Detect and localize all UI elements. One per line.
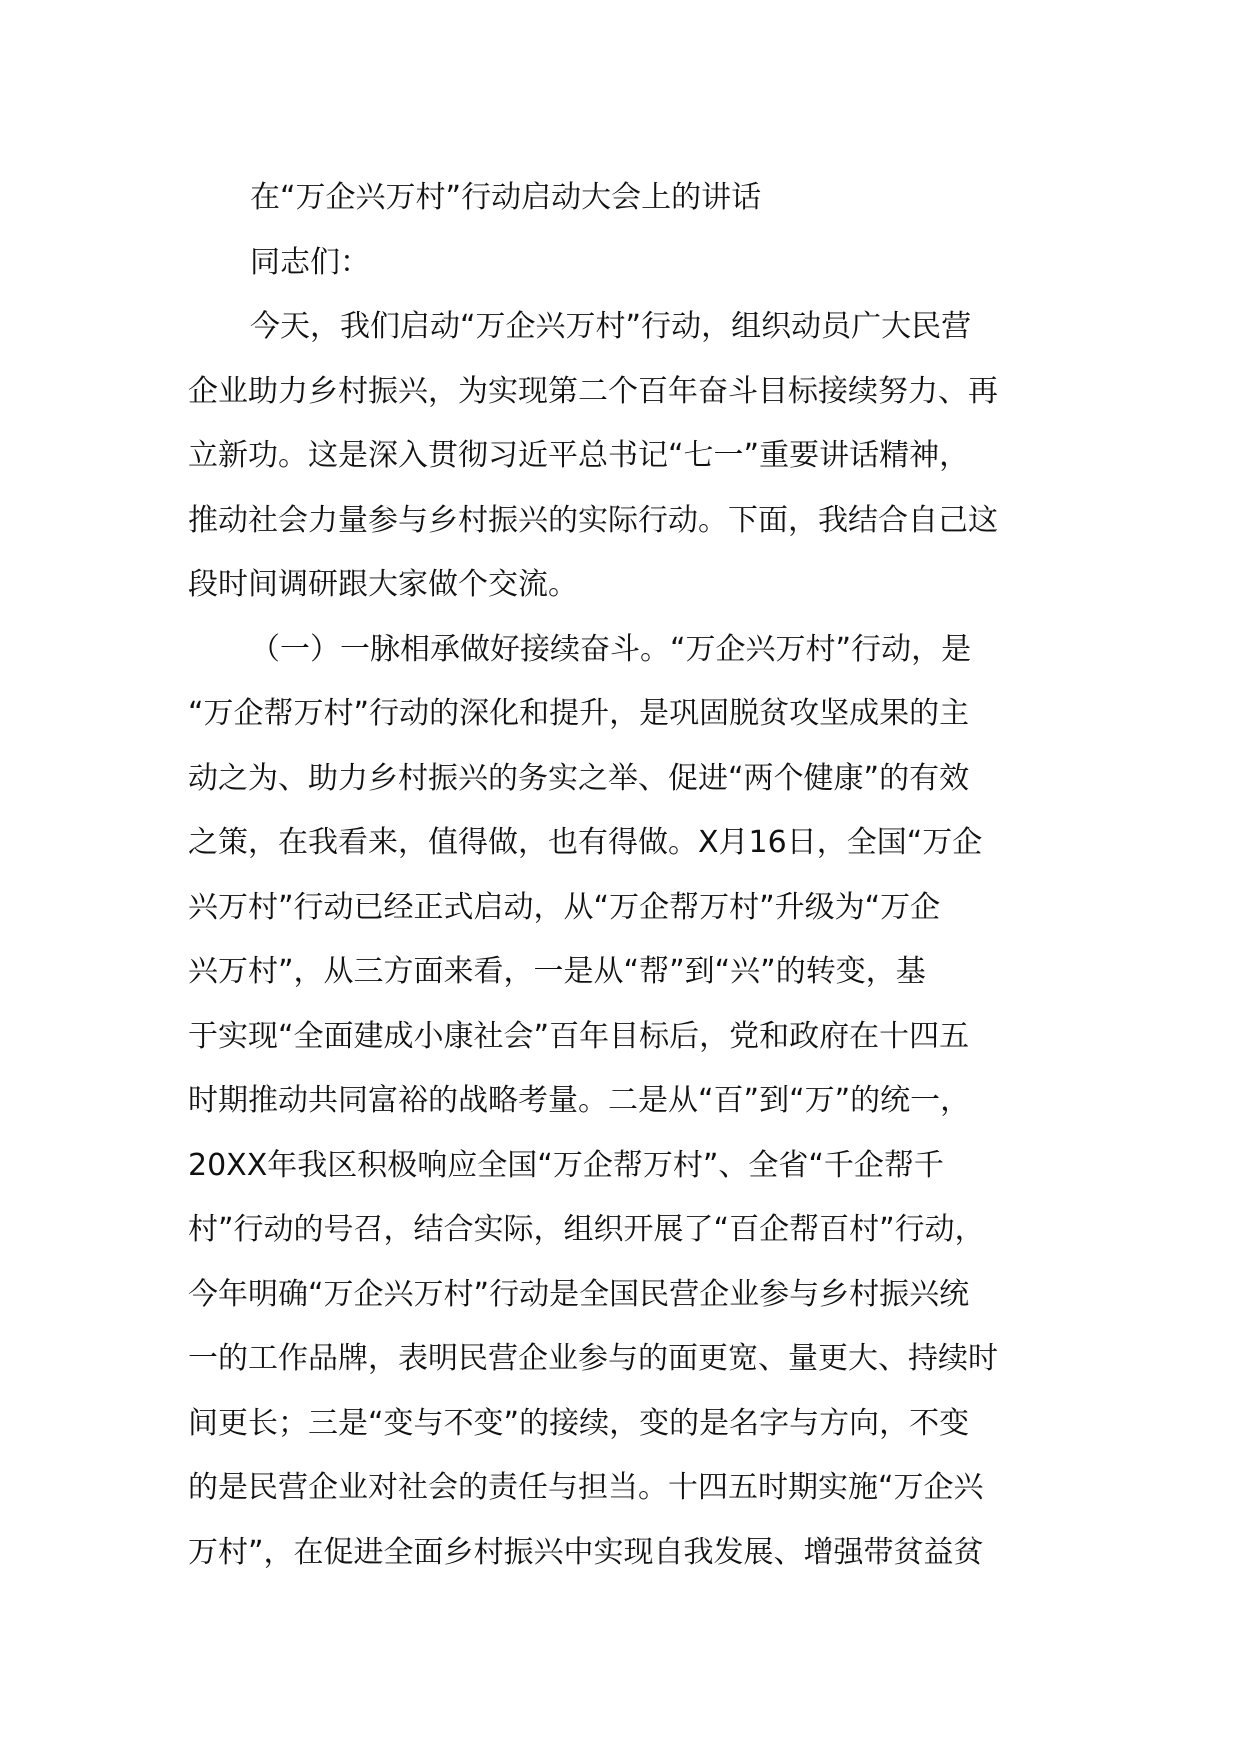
paragraph-2-line: “万企帮万村”行动的深化和提升，是巩固脱贫攻坚成果的主 <box>188 696 970 731</box>
document-body <box>188 166 1068 1585</box>
paragraph-2-line: 今年明确“万企兴万村”行动是全国民营企业参与乡村振兴统 <box>188 1276 970 1312</box>
paragraph-2-line: 万村”，在促进全面乡村振兴中实现自我发展、增强带贫益贫 <box>188 1534 984 1570</box>
paragraph-1-line: 企业助力乡村振兴，为实现第二个百年奋斗目标接续努力、再 <box>188 373 998 409</box>
paragraph-1-line: 段时间调研跟大家做个交流。 <box>188 567 578 602</box>
paragraph-2-line: 间更长；三是“变与不变”的接续，变的是名字与方向，不变 <box>188 1405 970 1441</box>
paragraph-2-line: （一）一脉相承做好接续奋斗。“万企兴万村”行动，是 <box>250 631 972 667</box>
paragraph-2-line: 兴万村”，从三方面来看，一是从“帮”到“兴”的转变，基 <box>188 954 926 989</box>
paragraph-2-line: 时期推动共同富裕的战略考量。二是从“百”到“万”的统一， <box>188 1083 971 1118</box>
salutation: 同志们： <box>250 244 370 280</box>
paragraph-1-line: 立新功。这是深入贯彻习近平总书记“七一”重要讲话精神， <box>188 438 970 473</box>
paragraph-1-line: 今天，我们启动“万企兴万村”行动，组织动员广大民营 <box>250 309 972 344</box>
paragraph-2-line: 20XX年我区积极响应全国“万企帮万村”、全省“千企帮千 <box>188 1147 944 1183</box>
paragraph-2-line: 动之为、助力乡村振兴的务实之举、促进“两个健康”的有效 <box>188 760 970 796</box>
paragraph-2-line: 兴万村”行动已经正式启动，从“万企帮万村”升级为“万企 <box>188 889 941 925</box>
paragraph-1-line: 推动社会力量参与乡村振兴的实际行动。下面，我结合自己这 <box>188 502 998 538</box>
paragraph-2-line: 的是民营企业对社会的责任与担当。十四五时期实施“万企兴 <box>188 1470 984 1505</box>
paragraph-2-line: 村”行动的号召，结合实际，组织开展了“百企帮百村”行动， <box>188 1212 985 1247</box>
paragraph-2-line: 于实现“全面建成小康社会”百年目标后，党和政府在十四五 <box>188 1018 970 1054</box>
paragraph-2-line: 一的工作品牌，表明民营企业参与的面更宽、量更大、持续时 <box>188 1341 998 1376</box>
paragraph-2-line: 之策，在我看来，值得做，也有得做。X月16日，全国“万企 <box>188 825 983 860</box>
document-title: 在“万企兴万村”行动启动大会上的讲话 <box>250 180 762 215</box>
